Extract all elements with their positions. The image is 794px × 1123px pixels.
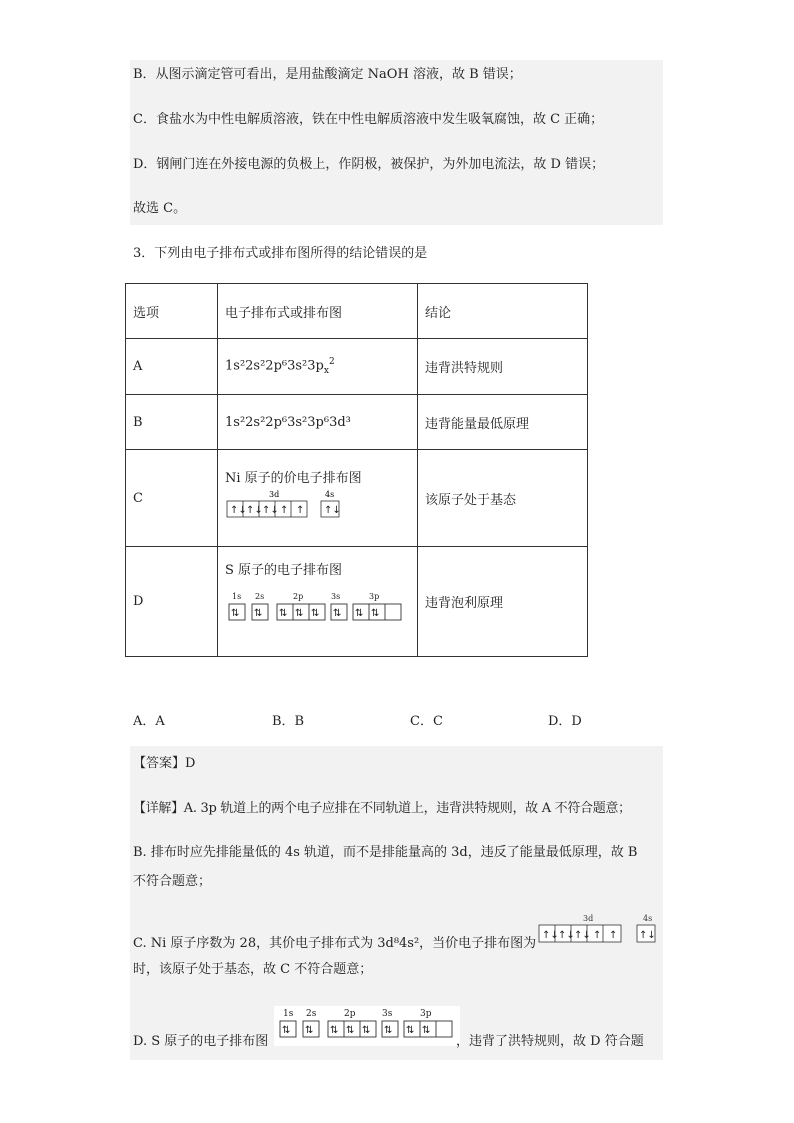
label-3d: 3d bbox=[269, 490, 280, 499]
label-4s: 4s bbox=[643, 914, 653, 923]
header-config: 电子排布式或排布图 bbox=[218, 284, 418, 339]
answer-detail-d2: ，违背了洪特规则，故 D 符合题 bbox=[456, 1034, 644, 1049]
question-table bbox=[125, 283, 588, 657]
svg-text:⇅: ⇅ bbox=[282, 1025, 291, 1036]
svg-text:↑↓: ↑↓ bbox=[574, 930, 591, 941]
answer-detail-c2: 时，该原子处于基态，故 C 不符合题意； bbox=[133, 962, 373, 977]
row-option: B bbox=[126, 395, 218, 450]
label-2s: 2s bbox=[306, 1009, 317, 1019]
label-1s: 1s bbox=[283, 1009, 294, 1019]
row-conclusion: 违背洪特规则 bbox=[418, 339, 588, 395]
row-conclusion: 违背能量最低原理 bbox=[418, 395, 588, 450]
label-3p: 3p bbox=[369, 592, 380, 601]
svg-text:↑: ↑ bbox=[296, 505, 305, 516]
svg-text:↑↓: ↑↓ bbox=[542, 930, 559, 941]
svg-text:⇅: ⇅ bbox=[231, 608, 240, 619]
table-row bbox=[126, 547, 588, 657]
row-option: A bbox=[126, 339, 218, 395]
row-config: 1s²2s²2p⁶3s²3p⁶3d³ bbox=[218, 395, 418, 450]
answer-detail-b2: 不符合题意； bbox=[133, 874, 212, 889]
s-orbital-diagram bbox=[225, 590, 405, 624]
svg-text:↑↓: ↑↓ bbox=[324, 505, 341, 516]
explanation-background bbox=[130, 60, 663, 225]
svg-text:⇅: ⇅ bbox=[406, 1025, 415, 1036]
label-2p: 2p bbox=[293, 592, 304, 601]
label-3s: 3s bbox=[331, 592, 341, 601]
explanation-conclusion: 故选 C。 bbox=[133, 201, 187, 216]
row-config bbox=[218, 450, 418, 547]
svg-text:⇅: ⇅ bbox=[355, 608, 364, 619]
s-orbital-diagram-inline bbox=[274, 1006, 460, 1046]
svg-text:⇅: ⇅ bbox=[279, 608, 288, 619]
choice-c: C．C bbox=[410, 714, 443, 729]
label-2p: 2p bbox=[344, 1009, 356, 1019]
svg-text:↑: ↑ bbox=[593, 930, 602, 941]
svg-text:↑↓: ↑↓ bbox=[639, 930, 656, 941]
answer-detail-d1: D. S 原子的电子排布图 bbox=[133, 1034, 269, 1049]
config-superscript: 2 bbox=[328, 357, 335, 368]
header-option: 选项 bbox=[126, 284, 218, 339]
config-subscript: x bbox=[323, 365, 329, 376]
table-header-row bbox=[126, 284, 588, 339]
header-conclusion: 结论 bbox=[418, 284, 588, 339]
row-conclusion: 该原子处于基态 bbox=[418, 450, 588, 547]
choice-d: D．D bbox=[548, 714, 582, 729]
svg-text:↑↓: ↑↓ bbox=[558, 930, 575, 941]
svg-text:⇅: ⇅ bbox=[254, 608, 263, 619]
ni-orbital-diagram bbox=[225, 489, 347, 521]
svg-text:⇅: ⇅ bbox=[333, 608, 342, 619]
row-conclusion: 违背泡利原理 bbox=[418, 547, 588, 657]
label-2s: 2s bbox=[255, 592, 265, 601]
row-option: C bbox=[126, 450, 218, 547]
svg-text:↑↓: ↑↓ bbox=[230, 505, 247, 516]
answer-detail-c1: C. Ni 原子序数为 28，其价电子排布式为 3d⁸4s²，当价电子排布图为 bbox=[133, 936, 537, 951]
label-4s: 4s bbox=[325, 490, 335, 499]
ni-orbital-diagram-inline bbox=[537, 912, 661, 946]
svg-text:⇅: ⇅ bbox=[346, 1025, 355, 1036]
svg-text:⇅: ⇅ bbox=[371, 608, 380, 619]
svg-text:⇅: ⇅ bbox=[362, 1025, 371, 1036]
config-title: Ni 原子的价电子排布图 bbox=[225, 471, 362, 486]
row-config bbox=[218, 547, 418, 657]
label-3p: 3p bbox=[420, 1009, 432, 1019]
row-option: D bbox=[126, 547, 218, 657]
svg-text:↑↓: ↑↓ bbox=[262, 505, 279, 516]
explanation-c: C．食盐水为中性电解质溶液，铁在中性电解质溶液中发生吸氧腐蚀，故 C 正确； bbox=[133, 112, 604, 127]
answer-detail-a: 【详解】A. 3p 轨道上的两个电子应排在不同轨道上，违背洪特规则，故 A 不符合题意； bbox=[133, 801, 631, 816]
config-title: S 原子的电子排布图 bbox=[225, 563, 343, 578]
svg-text:⇅: ⇅ bbox=[422, 1025, 431, 1036]
svg-text:⇅: ⇅ bbox=[305, 1025, 314, 1036]
explanation-b: B．从图示滴定管可看出，是用盐酸滴定 NaOH 溶液，故 B 错误； bbox=[133, 67, 522, 82]
table-row bbox=[126, 339, 588, 395]
svg-text:⇅: ⇅ bbox=[384, 1025, 393, 1036]
svg-text:⇅: ⇅ bbox=[311, 608, 320, 619]
label-3d: 3d bbox=[583, 914, 594, 923]
table-row bbox=[126, 450, 588, 547]
question-stem: 3．下列由电子排布式或排布图所得的结论错误的是 bbox=[133, 246, 428, 261]
svg-text:↑↓: ↑↓ bbox=[246, 505, 263, 516]
choice-a: A．A bbox=[133, 714, 165, 729]
svg-text:⇅: ⇅ bbox=[295, 608, 304, 619]
answer-detail-b1: B. 排布时应先排能量低的 4s 轨道，而不是排能量高的 3d，违反了能量最低原理，故 B bbox=[133, 845, 638, 860]
svg-text:↑: ↑ bbox=[609, 930, 618, 941]
label-3s: 3s bbox=[382, 1009, 393, 1019]
table-row bbox=[126, 395, 588, 450]
answer-label: 【答案】D bbox=[133, 756, 196, 771]
svg-text:⇅: ⇅ bbox=[330, 1025, 339, 1036]
explanation-d: D．钢闸门连在外接电源的负极上，作阴极，被保护，为外加电流法，故 D 错误； bbox=[133, 157, 605, 172]
label-1s: 1s bbox=[232, 592, 242, 601]
choice-b: B．B bbox=[272, 714, 305, 729]
config-text: 1s²2s²2p⁶3s²3p bbox=[225, 358, 324, 374]
row-config bbox=[218, 339, 418, 395]
svg-text:↑: ↑ bbox=[280, 505, 289, 516]
